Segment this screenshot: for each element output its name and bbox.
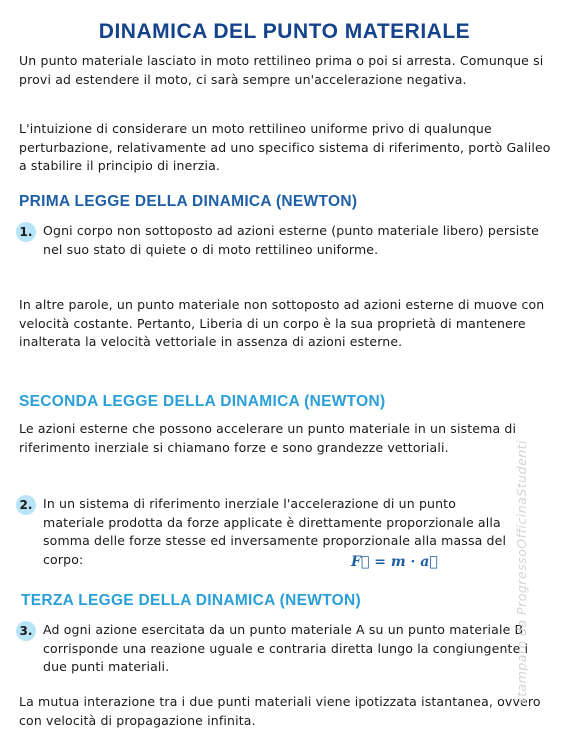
page-title: DINAMICA DEL PUNTO MATERIALE [98, 20, 471, 43]
third-law-explanation: La mutua interazione tra i due punti materiali viene ipotizzata istantanea, ovvero con velocità di propagazione infinita. [19, 694, 541, 728]
first-law-heading: PRIMA LEGGE DELLA DINAMICA (NEWTON) [19, 193, 358, 210]
number-badge-1: 1. [16, 222, 36, 242]
first-law-statement: Ogni corpo non sottoposto ad azioni esterne (punto materiale libero) persiste nel suo stato di quiete o di moto rettilineo uniforme. [43, 223, 539, 257]
intro-paragraph-1: Un punto materiale lasciato in moto rettilineo prima o poi si arresta. Comunque si provi ad estendere il moto, ci sarà sempre un'accelerazione negativa. [19, 53, 544, 87]
second-law-statement: In un sistema di riferimento inerziale l'accelerazione di un punto materiale prodotta da forze applicate è direttamente proporzionale alla somma delle forze stesse ed inversamente proporzionale alla massa del corpo: [43, 496, 507, 567]
number-badge-2: 2. [16, 495, 36, 515]
intro-paragraph-2: L'intuizione di considerare un moto rettilineo uniforme privo di qualunque perturbazione, relativamente ad uno specifico sistema di riferimento, portò Galileo a stabilire il principio di inerzia. [19, 121, 551, 173]
watermark-text: stampato da ProgressoOfficinaStudenti [514, 440, 529, 704]
number-badge-3: 3. [16, 621, 36, 641]
third-law-heading: TERZA LEGGE DELLA DINAMICA (NEWTON) [21, 592, 361, 609]
first-law-explanation: In altre parole, un punto materiale non sottoposto ad azioni esterne di muove con velocità costante. Pertanto, Liberia di un corpo è la sua proprietà di mantenere inalterata la velocità vettoriale in assenza di azioni esterne. [19, 297, 545, 349]
second-law-heading: SECONDA LEGGE DELLA DINAMICA (NEWTON) [19, 393, 386, 410]
force-formula: F⃗ = m · a⃗ [351, 554, 438, 570]
third-law-statement: Ad ogni azione esercitata da un punto materiale A su un punto materiale B corrisponde una reazione uguale e contraria diretta lungo la congiungente i due punti materiali. [43, 622, 529, 674]
second-law-intro: Le azioni esterne che possono accelerare un punto materiale in un sistema di riferimento inerziale si chiamano forze e sono grandezze vettoriali. [19, 421, 517, 455]
